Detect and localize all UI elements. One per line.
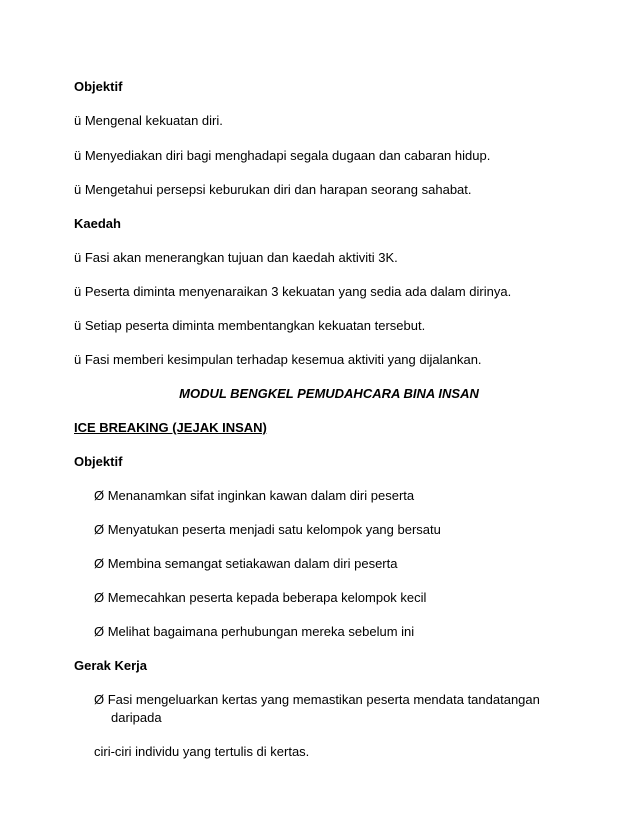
objektif-item: Ø Memecahkan peserta kepada beberapa kelompok kecil [94, 590, 427, 605]
objektif-item: ü Mengenal kekuatan diri. [74, 113, 223, 128]
heading-objektif-2: Objektif [74, 454, 123, 469]
objektif-item: Ø Menanamkan sifat inginkan kawan dalam diri peserta [94, 488, 415, 503]
kaedah-item: ü Fasi memberi kesimpulan terhadap kesemua aktiviti yang dijalankan. [74, 352, 482, 367]
heading-objektif-1: Objektif [74, 79, 123, 94]
objektif-item: Ø Melihat bagaimana perhubungan mereka sebelum ini [94, 624, 415, 639]
heading-ice-breaking: ICE BREAKING (JEJAK INSAN) [74, 420, 267, 435]
heading-gerak-kerja: Gerak Kerja [74, 658, 147, 673]
kaedah-item: ü Setiap peserta diminta membentangkan kekuatan tersebut. [74, 318, 426, 333]
heading-kaedah: Kaedah [74, 216, 121, 231]
objektif-item: Ø Membina semangat setiakawan dalam diri peserta [94, 556, 398, 571]
gerak-kerja-item-continued: daripada [111, 710, 162, 725]
kaedah-item: ü Peserta diminta menyenaraikan 3 kekuatan yang sedia ada dalam dirinya. [74, 284, 512, 299]
module-title: MODUL BENGKEL PEMUDAHCARA BINA INSAN [179, 386, 479, 401]
objektif-item: ü Mengetahui persepsi keburukan diri dan harapan seorang sahabat. [74, 182, 472, 197]
objektif-item: Ø Menyatukan peserta menjadi satu kelompok yang bersatu [94, 522, 441, 537]
objektif-item: ü Menyediakan diri bagi menghadapi segala dugaan dan cabaran hidup. [74, 148, 491, 163]
gerak-kerja-item: Ø Fasi mengeluarkan kertas yang memastikan peserta mendata tandatangan [94, 692, 540, 707]
kaedah-item: ü Fasi akan menerangkan tujuan dan kaedah aktiviti 3K. [74, 250, 398, 265]
gerak-kerja-item-continued: ciri-ciri individu yang tertulis di kertas. [94, 744, 310, 759]
